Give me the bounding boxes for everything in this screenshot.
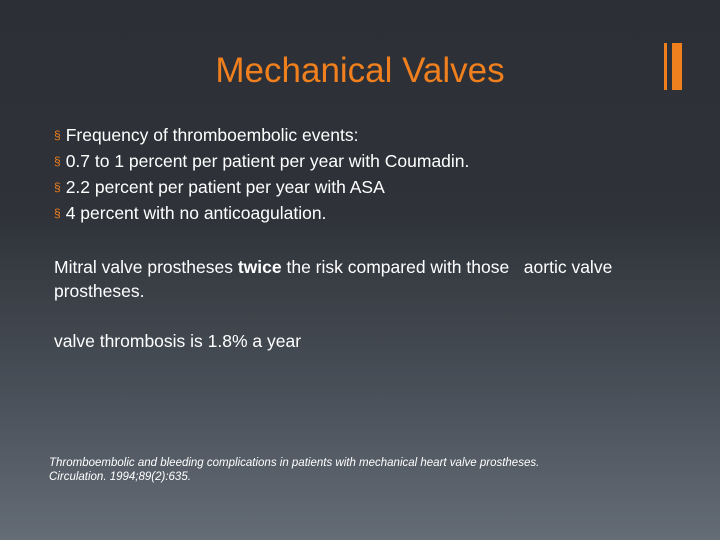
bullet-text: Frequency of thromboembolic events: <box>65 125 359 145</box>
mitral-text-emphasis: twice <box>237 257 282 277</box>
bullet-marker-icon: § <box>54 128 61 142</box>
reference-line-journal: Circulation. 1994;89(2):635. <box>49 471 191 483</box>
bullet-list <box>54 122 469 226</box>
bullet-item <box>54 200 469 226</box>
reference-citation <box>49 456 609 484</box>
bullet-item <box>54 148 469 174</box>
mitral-text-before: Mitral valve prostheses <box>54 257 238 277</box>
bullet-marker-icon: § <box>54 206 61 220</box>
thrombosis-rate-paragraph: valve thrombosis is 1.8% a year <box>54 331 302 351</box>
bullet-marker-icon: § <box>54 154 61 168</box>
title-accent-bar-thick <box>672 43 682 90</box>
bullet-item <box>54 174 469 200</box>
mitral-risk-paragraph <box>54 255 674 303</box>
bullet-marker-icon: § <box>54 180 61 194</box>
bullet-item <box>54 122 469 148</box>
bullet-text: 4 percent with no anticoagulation. <box>65 203 327 223</box>
bullet-text: 0.7 to 1 percent per patient per year with Coumadin. <box>65 151 470 171</box>
reference-line-title: Thromboembolic and bleeding complications in patients with mechanical heart valve prostheses. <box>49 457 540 469</box>
slide-title: Mechanical Valves <box>215 51 505 90</box>
bullet-text: 2.2 percent per patient per year with ASA <box>65 177 385 197</box>
mitral-text-after: the risk compared with those aortic valve prostheses. <box>54 257 618 301</box>
title-accent-bar-thin <box>664 43 667 90</box>
